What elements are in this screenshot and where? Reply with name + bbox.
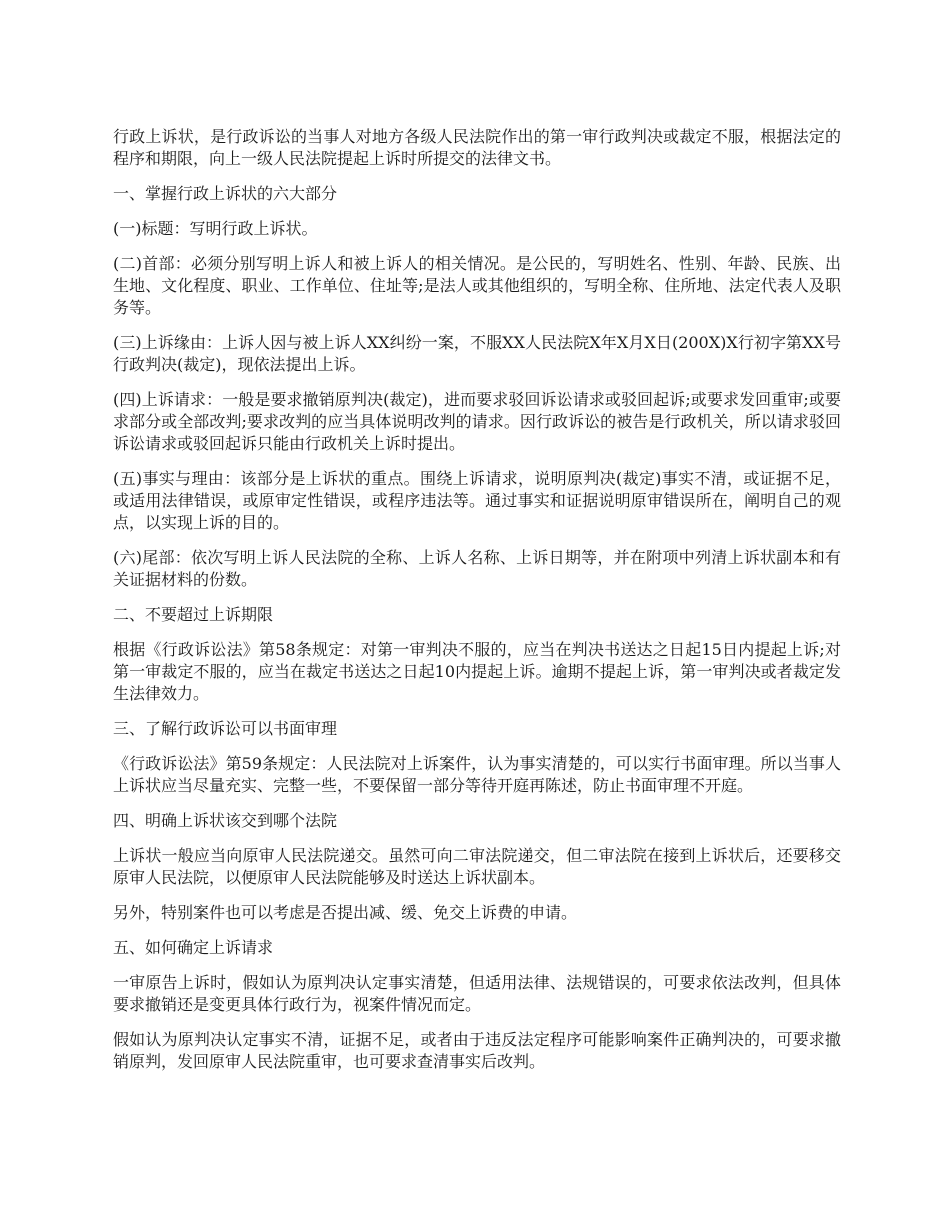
paragraph-plaintiff-appeal: 一审原告上诉时，假如认为原判决认定事实清楚，但适用法律、法规错误的，可要求依法改判，但具体要求撤销还是变更具体行政行为，视案件情况而定。 bbox=[113, 973, 841, 1014]
paragraph-facts-reasons: (五)事实与理由：该部分是上诉状的重点。围绕上诉请求，说明原判决(裁定)事实不清，或证据不足，或适用法律错误，或原审定性错误，或程序违法等。通过事实和证据说明原审错误所在，阐明自己的观点，以实现上诉的目的。 bbox=[113, 469, 841, 532]
paragraph-written-review: 《行政诉讼法》第59条规定：人民法院对上诉案件，认为事实清楚的，可以实行书面审理。所以当事人上诉状应当尽量充实、完整一些，不要保留一部分等待开庭再陈述，防止书面审理不开庭。 bbox=[113, 754, 841, 795]
section-heading-5: 五、如何确定上诉请求 bbox=[113, 938, 274, 957]
paragraph-retrial-request: 假如认为原判决认定事实不清，证据不足，或者由于违反法定程序可能影响案件正确判决的，可要求撤销原判，发回原审人民法院重审，也可要求查清事实后改判。 bbox=[113, 1030, 841, 1071]
document-page bbox=[113, 126, 841, 1086]
paragraph-title-part: (一)标题：写明行政上诉状。 bbox=[113, 219, 318, 238]
intro-paragraph: 行政上诉状，是行政诉讼的当事人对地方各级人民法院作出的第一审行政判决或裁定不服，根据法定的程序和期限，向上一级人民法院提起上诉时所提交的法律文书。 bbox=[113, 127, 841, 168]
paragraph-submit-court: 上诉状一般应当向原审人民法院递交。虽然可向二审法院递交，但二审法院在接到上诉状后，还要移交原审人民法院，以便原审人民法院能够及时送达上诉状副本。 bbox=[113, 846, 841, 887]
paragraph-appeal-cause: (三)上诉缘由：上诉人因与被上诉人XX纠纷一案，不服XX人民法院X年X月X日(200X)X行初字第XX号行政判决(裁定)，现依法提出上诉。 bbox=[113, 333, 841, 374]
section-heading-3: 三、了解行政诉讼可以书面审理 bbox=[113, 719, 338, 738]
paragraph-fee-note: 另外，特别案件也可以考虑是否提出减、缓、免交上诉费的申请。 bbox=[113, 903, 578, 922]
paragraph-header-part: (二)首部：必须分别写明上诉人和被上诉人的相关情况。是公民的，写明姓名、性别、年龄、民族、出生地、文化程度、职业、工作单位、住址等;是法人或其他组织的，写明全称、住所地、法定代表人及职务等。 bbox=[113, 254, 841, 317]
paragraph-ending-part: (六)尾部：依次写明上诉人民法院的全称、上诉人名称、上诉日期等，并在附项中列清上诉状副本和有关证据材料的份数。 bbox=[113, 548, 841, 589]
section-heading-1: 一、掌握行政上诉状的六大部分 bbox=[113, 184, 338, 203]
paragraph-appeal-request: (四)上诉请求：一般是要求撤销原判决(裁定)，进而要求驳回诉讼请求或驳回起诉;或要求发回重审;或要求部分或全部改判;要求改判的应当具体说明改判的请求。因行政诉讼的被告是行政机关，所以请求驳回诉讼请求或驳回起诉只能由行政机关上诉时提出。 bbox=[113, 390, 841, 453]
paragraph-appeal-deadline: 根据《行政诉讼法》第58条规定：对第一审判决不服的，应当在判决书送达之日起15日内提起上诉;对第一审裁定不服的，应当在裁定书送达之日起10内提起上诉。逾期不提起上诉，第一审判决或者裁定发生法律效力。 bbox=[113, 640, 841, 703]
section-heading-2: 二、不要超过上诉期限 bbox=[113, 605, 274, 624]
section-heading-4: 四、明确上诉状该交到哪个法院 bbox=[113, 811, 338, 830]
